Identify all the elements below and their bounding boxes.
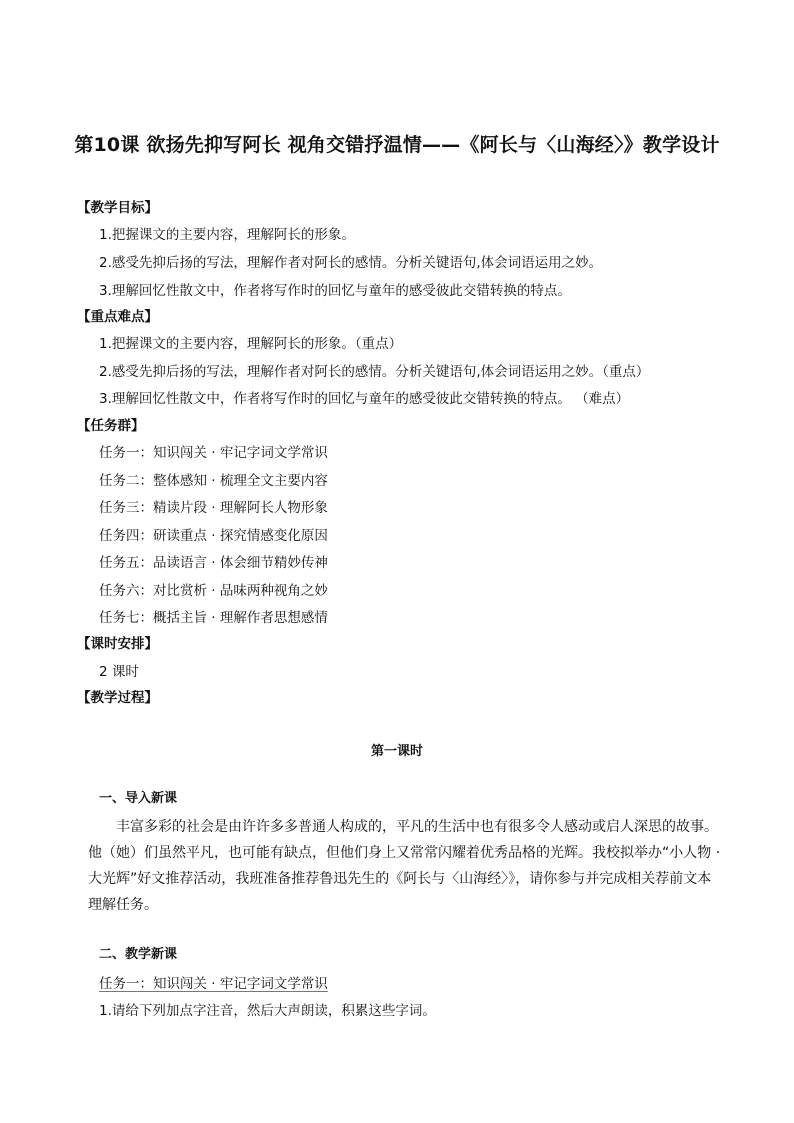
task1-label — [99, 972, 328, 992]
task-item: 任务七：概括主旨 · 理解作者思想感情 — [99, 610, 328, 626]
schedule-heading: 【课时安排】 — [77, 636, 158, 652]
key-point-item: 3.理解回忆性散文中，作者将写作时的回忆与童年的感受彼此交错转换的特点。 （难点） — [99, 391, 630, 407]
goal-item: 1.把握课文的主要内容，理解阿长的形象。 — [99, 227, 355, 243]
part2-heading: 二、教学新课 — [99, 947, 178, 962]
key-points-heading: 【重点难点】 — [77, 309, 158, 325]
lesson-title: 第一课时 — [370, 744, 423, 759]
process-heading: 【教学过程】 — [77, 690, 158, 706]
key-point-item: 2.感受先抑后扬的写法，理解作者对阿长的感情。分析关键语句,体会词语运用之妙。（重点） — [99, 364, 650, 380]
task1-label-text: 任务一：知识闯关 · 牢记字词文学常识 — [99, 976, 328, 992]
task-item: 任务一：知识闯关 · 牢记字词文学常识 — [99, 445, 328, 461]
tasks-heading: 【任务群】 — [77, 418, 145, 434]
task-item: 任务二：整体感知 · 梳理全文主要内容 — [99, 473, 328, 489]
task-item: 任务六：对比赏析 · 品味两种视角之妙 — [99, 583, 328, 599]
step1-text: 1.请给下列加点字注音，然后大声朗读，积累这些字词。 — [99, 1003, 436, 1019]
task-item: 任务五：品读语言 · 体会细节精妙传神 — [99, 555, 328, 571]
part1-paragraph: 丰富多彩的社会是由许许多多普通人构成的，平凡的生活中也有很多令人感动或启人深思的故事。他（她）们虽然平凡，也可能有缺点，但他们身上又常常闪耀着优秀品格的光辉。我校拟举办“小人物 · 大光辉”好文推荐活动，我班准备推荐鲁迅先生的《阿长与〈山海经〉》，请你参与并完成相关荐前文本理解任务。 — [88, 819, 721, 913]
schedule-value: 2 课时 — [99, 664, 139, 680]
goal-item: 2.感受先抑后扬的写法，理解作者对阿长的感情。分析关键语句,体会词语运用之妙。 — [99, 255, 603, 271]
document-title: 第10课 欲扬先抑写阿长 视角交错抒温情——《阿长与〈山海经〉》教学设计 — [74, 134, 720, 156]
part1-heading: 一、导入新课 — [99, 791, 178, 806]
task-item: 任务三：精读片段 · 理解阿长人物形象 — [99, 500, 328, 516]
goals-heading: 【教学目标】 — [77, 200, 158, 216]
task-item: 任务四：研读重点 · 探究情感变化原因 — [99, 528, 328, 544]
key-point-item: 1.把握课文的主要内容，理解阿长的形象。（重点） — [99, 336, 403, 352]
goal-item: 3.理解回忆性散文中，作者将写作时的回忆与童年的感受彼此交错转换的特点。 — [99, 283, 571, 299]
